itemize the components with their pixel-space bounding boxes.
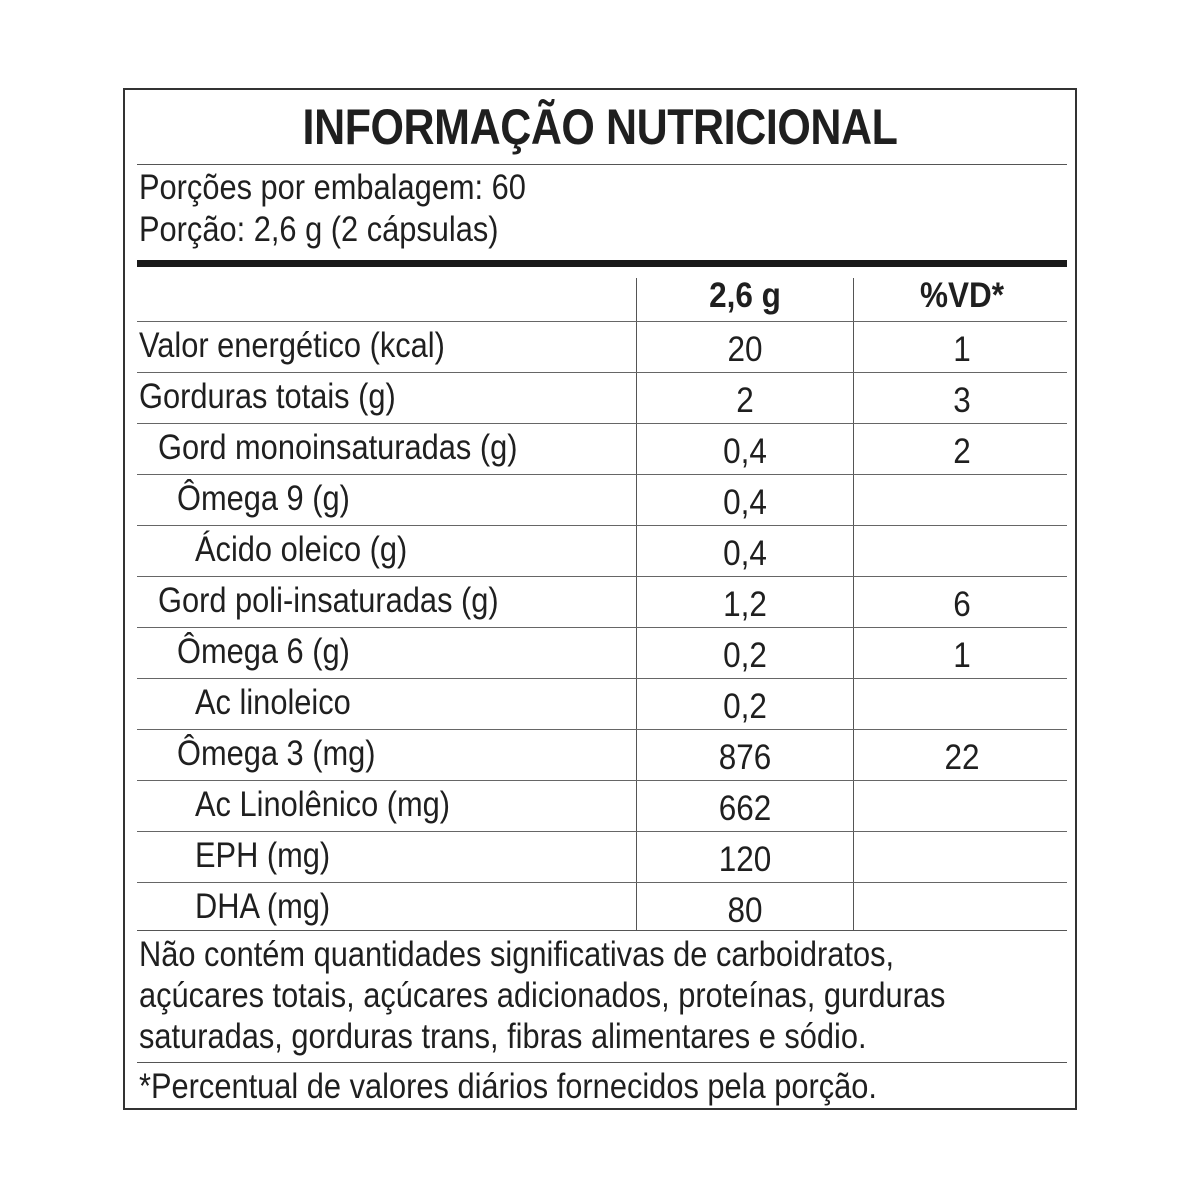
not-significant-note [139,934,945,1057]
label-title: INFORMAÇÃO NUTRICIONAL [302,99,898,155]
nutrient-amount: 80 [727,891,763,930]
column-divider-dv [853,278,854,930]
nutrient-name: Ac linoleico [195,683,351,722]
serving-divider [137,260,1067,267]
nutrient-amount: 0,4 [723,432,767,471]
row-divider [137,627,1067,628]
serving-size: Porção: 2,6 g (2 cápsulas) [139,210,499,249]
row-divider [137,372,1067,373]
nutrient-name: DHA (mg) [195,887,331,926]
row-divider [137,321,1067,322]
nutrient-amount: 0,2 [723,636,767,675]
table-bottom-divider [137,930,1067,931]
nutrient-dv: 2 [953,432,971,471]
nutrient-name: Gorduras totais (g) [139,377,396,416]
note-line: açúcares totais, açúcares adicionados, proteínas, gurduras [139,976,946,1015]
nutrition-facts-label [123,88,1077,1110]
nutrient-amount: 2 [736,381,754,420]
nutrient-name: Gord poli-insaturadas (g) [158,581,499,620]
note-line: saturadas, gorduras trans, fibras alimentares e sódio. [139,1017,867,1056]
nutrient-name: Ômega 9 (g) [177,479,350,518]
row-divider [137,882,1067,883]
nutrient-amount: 0,4 [723,483,767,522]
row-divider [137,678,1067,679]
row-divider [137,576,1067,577]
nutrient-name: Ac Linolênico (mg) [195,785,451,824]
note-line: Não contém quantidades significativas de carboidratos, [139,935,895,974]
row-divider [137,474,1067,475]
servings-per-package: Porções por embalagem: 60 [139,168,526,207]
nutrient-amount: 662 [718,789,772,828]
row-divider [137,729,1067,730]
nutrient-dv: 1 [953,330,971,369]
column-divider-amount [636,278,637,930]
footnote-divider [137,1062,1067,1063]
nutrient-dv: 1 [953,636,971,675]
row-divider [137,831,1067,832]
dv-footnote: *Percentual de valores diários fornecidos pela porção. [139,1067,877,1106]
nutrient-amount: 876 [718,738,772,777]
nutrient-amount: 120 [718,840,772,879]
nutrient-name: Ômega 3 (mg) [177,734,376,773]
row-divider [137,525,1067,526]
column-header-dv: %VD* [919,276,1005,315]
column-header-amount: 2,6 g [709,276,781,315]
nutrient-amount: 1,2 [723,585,767,624]
nutrient-amount: 0,4 [723,534,767,573]
title-divider [137,164,1067,165]
nutrient-dv: 6 [953,585,971,624]
nutrient-amount: 0,2 [723,687,767,726]
row-divider [137,780,1067,781]
nutrient-name: Gord monoinsaturadas (g) [158,428,518,467]
nutrient-dv: 22 [944,738,980,777]
nutrient-name: Ácido oleico (g) [195,530,408,569]
nutrient-amount: 20 [727,330,763,369]
nutrient-name: Valor energético (kcal) [139,326,445,365]
nutrient-dv: 3 [953,381,971,420]
nutrient-name: EPH (mg) [195,836,331,875]
nutrient-name: Ômega 6 (g) [177,632,350,671]
row-divider [137,423,1067,424]
